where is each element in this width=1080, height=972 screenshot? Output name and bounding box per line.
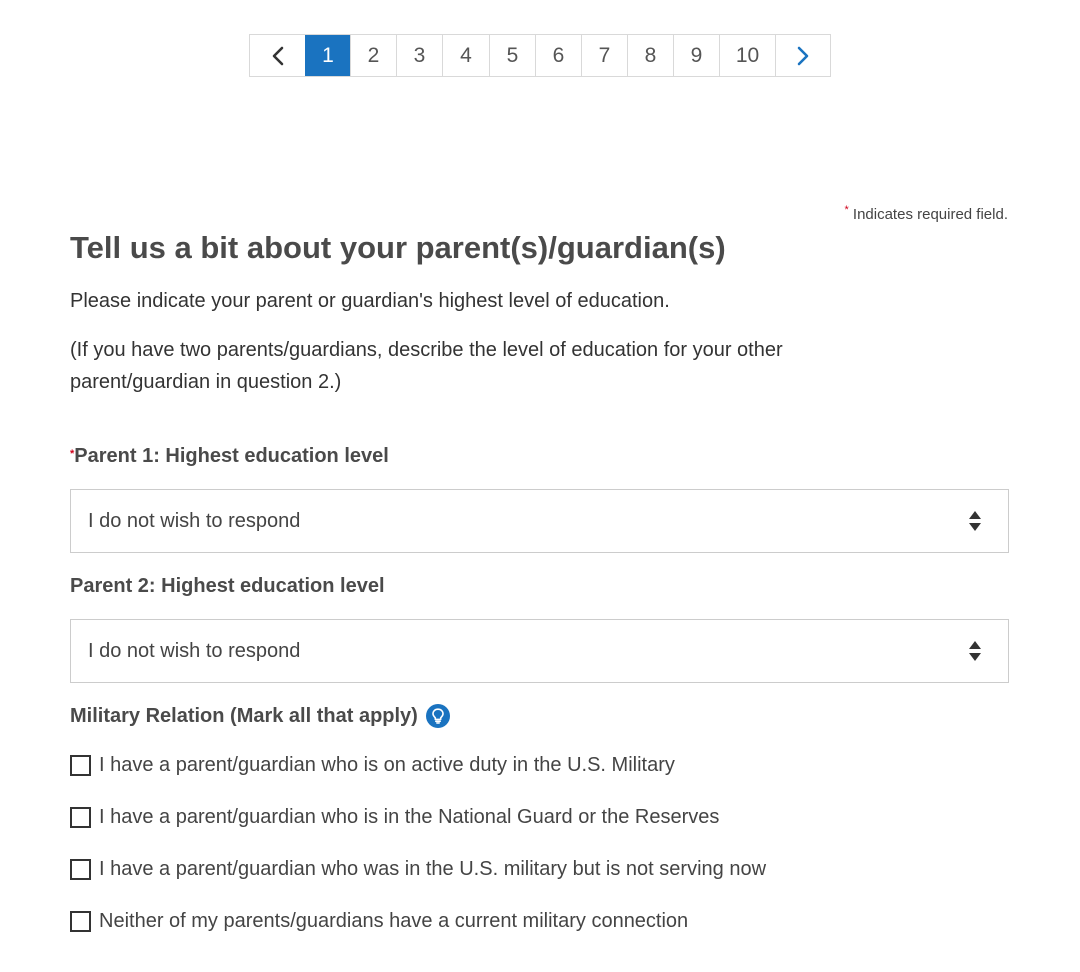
parent1-label-text: Parent 1: Highest education level [74,445,389,467]
page-button-6[interactable]: 6 [535,35,581,76]
required-asterisk: * [70,448,75,460]
checkbox[interactable] [70,807,91,828]
required-field-note [844,206,1008,223]
checkbox[interactable] [70,859,91,880]
lightbulb-icon[interactable] [426,704,450,728]
parent2-label [70,573,1009,599]
page-button-2[interactable]: 2 [350,35,396,76]
military-option-national-guard[interactable] [70,791,1009,843]
sort-arrows-icon [968,640,982,662]
military-option-none[interactable] [70,895,1009,947]
parent2-selected-value: I do not wish to respond [88,639,301,662]
parent1-label [70,443,1009,469]
next-page-button[interactable] [775,35,830,76]
checkbox[interactable] [70,755,91,776]
checkbox-label: I have a parent/guardian who is in the National Guard or the Reserves [99,805,720,828]
military-option-active-duty[interactable] [70,739,1009,791]
chevron-right-icon [797,46,809,66]
prev-page-button[interactable] [250,35,305,76]
sort-arrows-icon [968,510,982,532]
page-button-8[interactable]: 8 [627,35,673,76]
checkbox[interactable] [70,911,91,932]
page-button-4[interactable]: 4 [442,35,489,76]
military-relation-label-text: Military Relation (Mark all that apply) [70,705,418,727]
page-button-7[interactable]: 7 [581,35,627,76]
military-relation-label [70,703,1009,729]
instruction-note: (If you have two parents/guardians, describe the level of education for your other parent/guardian in question 2.) [70,339,783,393]
page-title: Tell us a bit about your parent(s)/guardian(s) [70,230,726,265]
pagination [249,34,831,77]
page-button-10[interactable]: 10 [719,35,775,76]
checkbox-label: I have a parent/guardian who is on active duty in the U.S. Military [99,753,675,776]
parent2-label-text: Parent 2: Highest education level [70,575,385,597]
page-button-1[interactable]: 1 [305,35,350,76]
page-button-5[interactable]: 5 [489,35,535,76]
intro-text: Please indicate your parent or guardian's highest level of education. [70,290,670,312]
parent1-selected-value: I do not wish to respond [88,509,301,532]
checkbox-label: I have a parent/guardian who was in the U.S. military but is not serving now [99,857,767,880]
parent2-education-select[interactable] [70,619,1009,683]
page-button-9[interactable]: 9 [673,35,719,76]
required-note-text: Indicates required field. [852,206,1008,223]
parent1-education-select[interactable] [70,489,1009,553]
military-option-former-military[interactable] [70,843,1009,895]
checkbox-label: Neither of my parents/guardians have a current military connection [99,909,689,932]
required-asterisk: * [844,204,849,216]
form-content [70,228,1009,947]
chevron-left-icon [272,46,284,66]
page-button-3[interactable]: 3 [396,35,442,76]
military-options [70,739,1009,947]
